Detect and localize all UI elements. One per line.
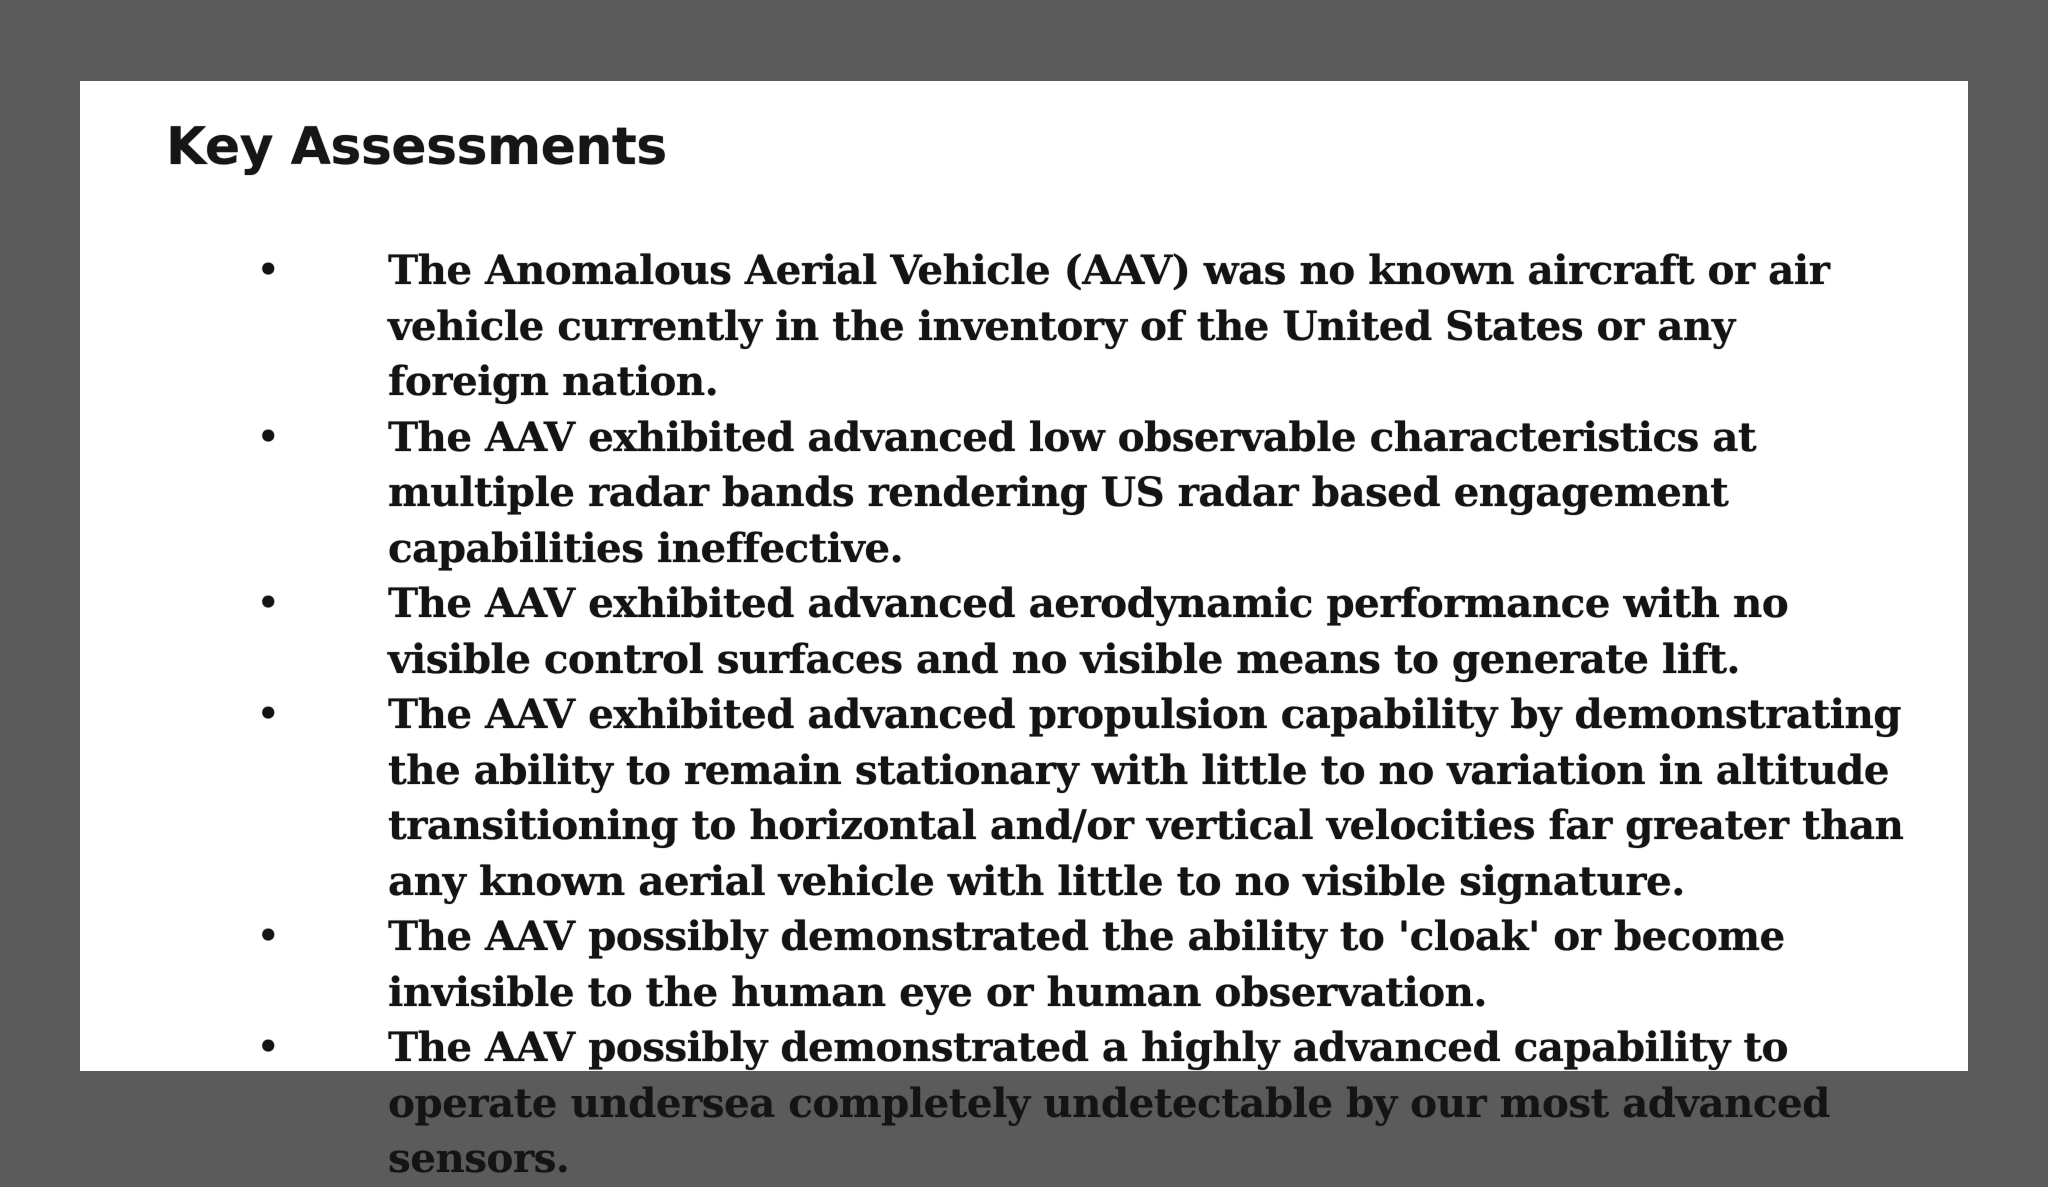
list-item-text: The AAV possibly demonstrated a highly advanced capability to operate undersea completely undetectable by our most advanced sensors. (388, 1023, 1830, 1182)
list-item-text: The AAV exhibited advanced low observable characteristics at multiple radar bands rendering US radar based engagement capabilities ineffective. (388, 412, 1756, 572)
list-item-text: The Anomalous Aerial Vehicle (AAV) was no known aircraft or air vehicle currently in the inventory of the United States or any foreign nation. (388, 246, 1830, 405)
list-item (238, 687, 1938, 909)
list-item-text: The AAV possibly demonstrated the ability to 'cloak' or become invisible to the human eye or human observation. (388, 912, 1785, 1016)
list-item (238, 576, 1938, 687)
bullet-icon: • (257, 1027, 279, 1067)
list-item (238, 243, 1938, 410)
assessment-list (238, 243, 1938, 1187)
document-page (80, 81, 1968, 1182)
list-item (238, 1020, 1938, 1187)
bullet-icon: • (257, 916, 279, 956)
bullet-icon: • (257, 416, 279, 457)
bullet-icon: • (257, 694, 279, 734)
list-item-text: The AAV exhibited advanced aerodynamic performance with no visible control surfaces and no visible means to generate lift. (388, 579, 1789, 683)
bullet-icon: • (257, 250, 279, 290)
list-item (238, 909, 1938, 1020)
page-title: Key Assessments (166, 117, 667, 177)
list-item-text: The AAV exhibited advanced propulsion capability by demonstrating the ability to remain stationary with little to no variation in altitude transitioning to horizontal and/or vertical velocities far greater than any known aerial vehicle with little to no visible signature. (388, 690, 1904, 905)
list-item (238, 410, 1938, 577)
bullet-icon: • (257, 583, 279, 623)
